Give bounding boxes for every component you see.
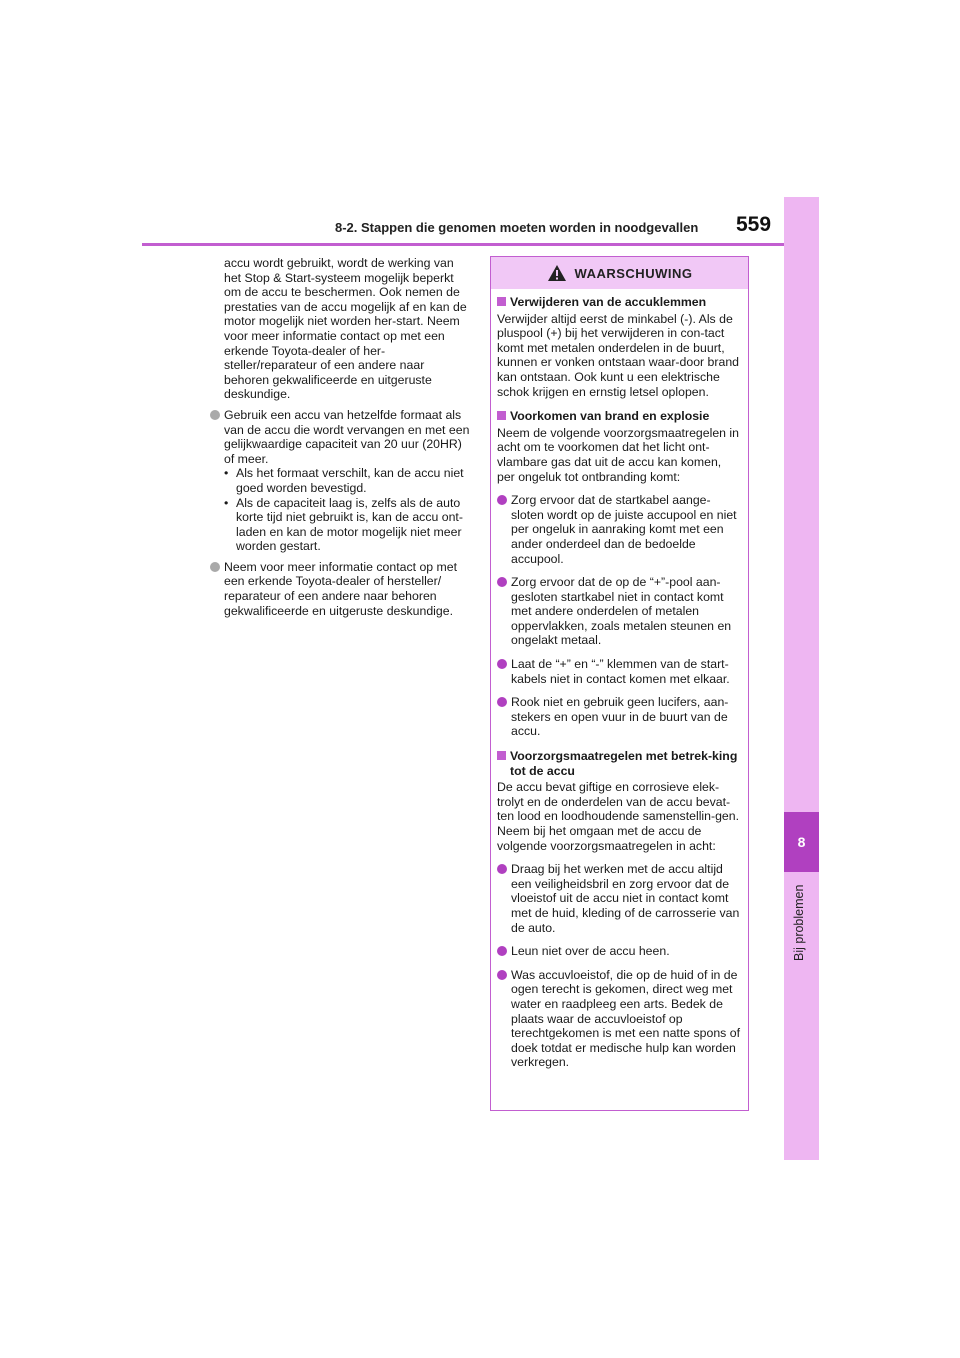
warning-list-item-text: Laat de “+” en “-” klemmen van de start-kabels niet in contact komen met elkaar. [511, 657, 730, 686]
bullet-dot-icon [497, 864, 507, 874]
warning-list-item [497, 493, 742, 566]
section-text: Verwijder altijd eerst de minkabel (-). Als de pluspool (+) bij het verwijderen in con-tact komt met metalen onderdelen in de buurt, kunnen er vonken ontstaan waar-door brand kan ontstaan. Ook kunt u een elektrische schok krijgen en ernstig letsel oplopen. [497, 311, 739, 399]
left-column [210, 256, 470, 618]
square-bullet-icon [497, 411, 506, 420]
section-heading [497, 295, 742, 310]
warning-list-item-text: Rook niet en gebruik geen lucifers, aan-stekers en open vuur in de buurt van de accu. [511, 695, 729, 739]
sub-bullet-mark: • [224, 466, 229, 481]
warning-body [491, 289, 748, 1070]
warning-box [490, 256, 749, 1111]
page-number: 559 [736, 213, 772, 236]
warning-header [491, 257, 748, 289]
bullet-dot-icon [497, 946, 507, 956]
warning-list-item [497, 575, 742, 648]
warning-list-item-text: Leun niet over de accu heen. [511, 944, 670, 959]
bullet-dot-icon [210, 562, 220, 572]
list-item-text: Neem voor meer informatie contact op met een erkende Toyota-dealer of hersteller/ reparateur of een andere naar behoren gekwalificeerde en uitgeruste deskundige. [224, 559, 458, 618]
bullet-dot-icon [497, 697, 507, 707]
bullet-dot-icon [210, 410, 220, 420]
section-heading [497, 749, 742, 778]
chapter-label: Bij problemen [792, 885, 806, 962]
bullet-dot-icon [497, 495, 507, 505]
section-heading-text: Voorkomen van brand en explosie [510, 409, 710, 424]
section-heading-text: Voorzorgsmaatregelen met betrek-king tot de accu [510, 749, 738, 778]
sub-bullet-mark: • [224, 495, 229, 510]
warning-list-item [497, 657, 742, 686]
list-item [210, 408, 470, 466]
section-text: Neem de volgende voorzorgsmaatregelen in acht om te voorkomen dat het licht ont-vlambare gas dat uit de accu kan komen, per ongeluk tot ontbranding komt: [497, 425, 739, 484]
chapter-number: 8 [784, 812, 819, 872]
sub-list-item-text: Als de capaciteit laag is, zelfs als de auto korte tijd niet gebruikt is, kan de accu ont-laden en kan de motor mogelijk niet meer worden gestart. [236, 495, 463, 554]
section-title: 8-2. Stappen die genomen moeten worden in noodgevallen [335, 220, 699, 235]
section-text: De accu bevat giftige en corrosieve elek-trolyt en de onderdelen van de accu bevat-ten lood en loodhoudende samenstellin-gen. Neem bij het omgaan met de accu de volgende voorzorgsmaatregelen in acht: [497, 780, 740, 853]
chapter-side-tab [784, 197, 819, 1160]
section-heading [497, 409, 742, 424]
square-bullet-icon [497, 297, 506, 306]
bullet-dot-icon [497, 970, 507, 980]
warning-list-item-text: Was accuvloeistof, die op de huid of in de ogen terecht is gekomen, direct weg met water en raadpleeg een arts. Bedek de plaats waar de accuvloeistof op terechtgekomen is met een natte spons of doek totdat er medische hulp kan worden verkregen. [511, 967, 740, 1070]
bullet-dot-icon [497, 659, 507, 669]
warning-title: WAARSCHUWING [574, 265, 693, 281]
list-item [210, 560, 470, 618]
sub-list-item-text: Als het formaat verschilt, kan de accu niet goed worden bevestigd. [236, 466, 464, 495]
warning-list-item-text: Draag bij het werken met de accu altijd een veiligheidsbril en zorg ervoor dat de vloeistof uit de accu niet in contact komt met de huid, kleding of de carrosserie van de auto. [511, 862, 740, 935]
square-bullet-icon [497, 751, 506, 760]
sub-list-item [210, 496, 470, 554]
warning-list-item [497, 968, 742, 1070]
warning-triangle-icon [547, 264, 567, 282]
warning-list-item [497, 695, 742, 739]
section-heading-text: Verwijderen van de accuklemmen [510, 295, 707, 309]
intro-paragraph: accu wordt gebruikt, wordt de werking van het Stop & Start-systeem mogelijk beperkt om de accu te beschermen. Ook nemen de prestaties van de accu mogelijk af en kan de motor mogelijk niet worden her-start. Neem voor meer informatie contact op met een erkende Toyota-dealer of her-steller/reparateur of een andere naar behoren gekwalificeerde en uitgeruste deskundige. [224, 256, 467, 402]
warning-list-item-text: Zorg ervoor dat de startkabel aange-sloten wordt op de juiste accupool en niet per ongeluk in aanraking komt met een ander onderdeel dan de bedoelde accupool. [511, 493, 737, 566]
warning-list-item-text: Zorg ervoor dat de op de “+”-pool aan-gesloten startkabel niet in contact komt met andere onderdelen of metalen oppervlakken, zoals metalen steunen en ongelakt metaal. [511, 575, 732, 648]
list-item-text: Gebruik een accu van hetzelfde formaat als van de accu die wordt vervangen en met een gelijkwaardige capaciteit van 20 uur (20HR) of meer. [224, 407, 470, 466]
warning-list-item [497, 944, 742, 959]
sub-list-item [210, 466, 470, 495]
header-rule [142, 243, 784, 246]
warning-list-item [497, 862, 742, 935]
bullet-dot-icon [497, 577, 507, 587]
